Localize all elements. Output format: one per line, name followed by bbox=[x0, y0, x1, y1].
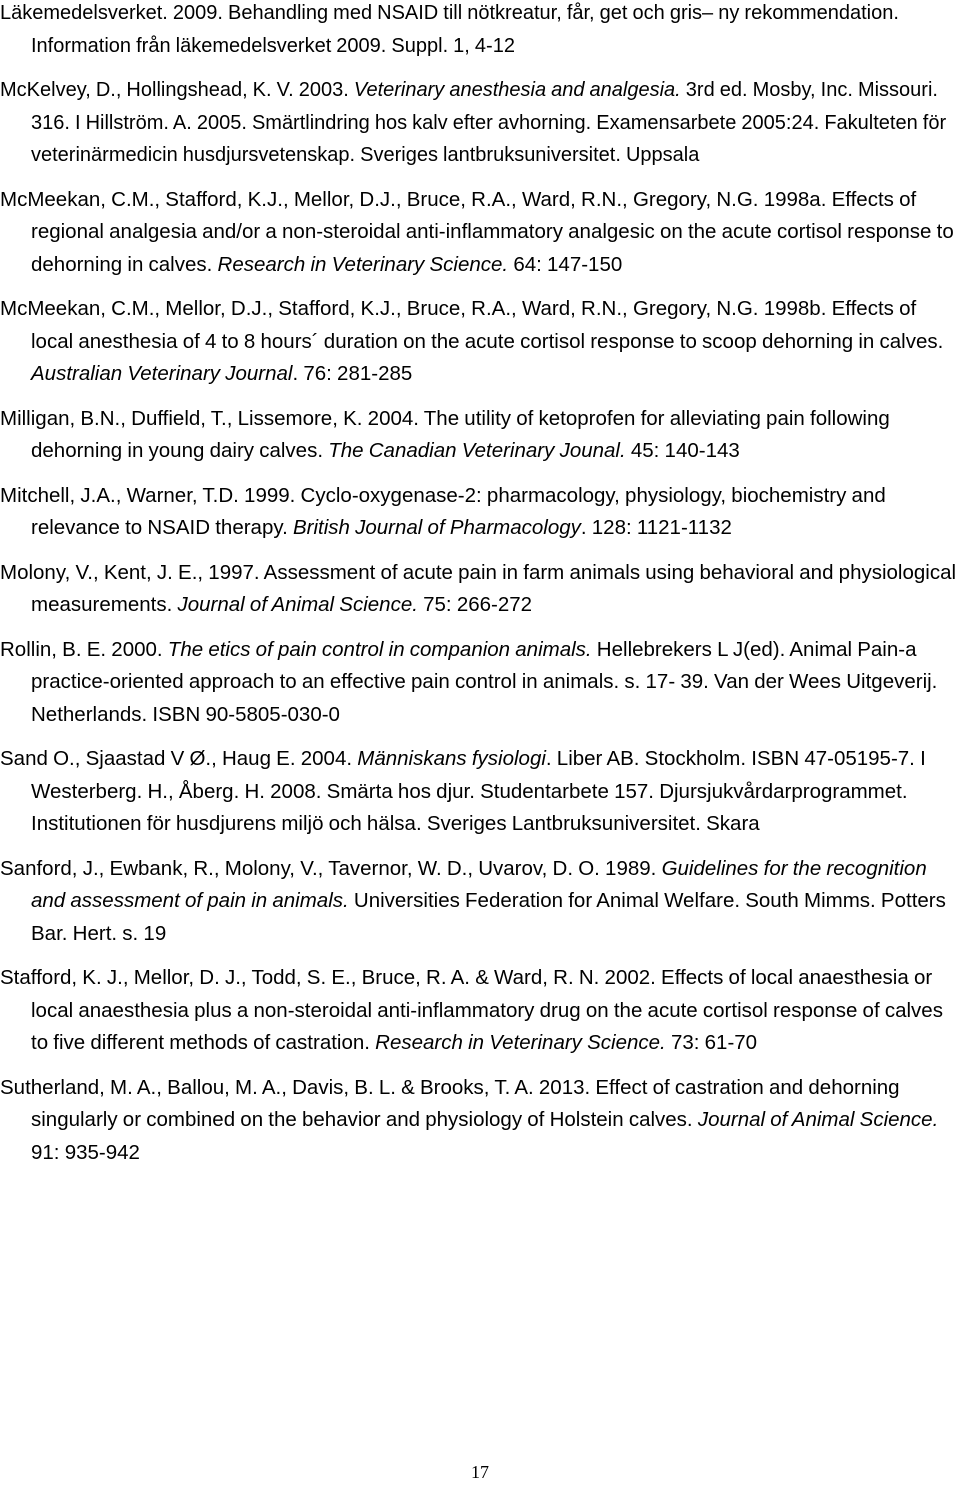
reference-text: Hellebrekers L J(ed). Animal Pain-a practice-oriented approach to an effective pain control in animals. s. 17- 39. Van der Wees Uitgeverij. Netherlands. ISBN 90-5805-030-0 bbox=[31, 637, 938, 726]
reference-text: 3rd ed. Mosby, Inc. Missouri. 316. I Hillström. A. 2005. Smärtlindring hos kalv efter avhorning. Examensarbete 2005:24. Fakulteten för veterinärmedicin husdjursvetenskap. Sveriges lantbruksuniversitet. Uppsala bbox=[31, 79, 947, 166]
reference-entry bbox=[0, 74, 960, 172]
reference-entry bbox=[0, 853, 960, 951]
reference-title: Människans fysiologi bbox=[357, 747, 546, 770]
reference-text: Rollin, B. E. 2000. bbox=[0, 637, 168, 661]
reference-title: Guidelines for the recognition and assessment of pain in animals. bbox=[31, 856, 927, 912]
reference-text: McMeekan, C.M., Mellor, D.J., Stafford, K.J., Bruce, R.A., Ward, R.N., Gregory, N.G. 1998b. Effects of local anesthesia of 4 to 8 hours´ duration on the acute cortisol response to scoop dehorning in calves. bbox=[0, 297, 944, 353]
reference-entry bbox=[0, 962, 960, 1060]
reference-text: 75: 266-272 bbox=[417, 593, 533, 616]
reference-text: McMeekan, C.M., Stafford, K.J., Mellor, D.J., Bruce, R.A., Ward, R.N., Gregory, N.G. 1998a. Effects of regional analgesia and/or a non-steroidal anti-inflammatory analgesic on the acute cortisol response to dehorning in calves. bbox=[0, 187, 954, 276]
reference-entry bbox=[0, 557, 960, 622]
reference-text: Läkemedelsverket. 2009. Behandling med NSAID till nötkreatur, får, get och gris– ny rekommendation. Information från läkemedelsverket 2009. Suppl. 1, 4-12 bbox=[0, 2, 899, 57]
reference-text: . 128: 1121-1132 bbox=[580, 516, 732, 539]
reference-text: . 76: 281-285 bbox=[292, 362, 413, 385]
reference-journal: The Canadian Veterinary Jounal. bbox=[328, 439, 626, 462]
page-number: 17 bbox=[471, 1462, 489, 1482]
reference-entry bbox=[0, 480, 960, 545]
reference-text: 73: 61-70 bbox=[665, 1031, 758, 1054]
reference-text: Sand O., Sjaastad V Ø., Haug E. 2004. bbox=[0, 747, 358, 770]
reference-text: 64: 147-150 bbox=[508, 252, 623, 276]
reference-journal: Research in Veterinary Science. bbox=[217, 252, 509, 276]
reference-entry bbox=[0, 1072, 960, 1170]
reference-entry bbox=[0, 293, 960, 391]
reference-journal: Journal of Animal Science. bbox=[697, 1108, 939, 1131]
reference-journal: Journal of Animal Science. bbox=[177, 593, 418, 616]
reference-text: . Liber AB. Stockholm. ISBN 47-05195-7. I Westerberg. H., Åberg. H. 2008. Smärta hos djur. Studentarbete 157. Djursjukvårdarprogrammet. Institutionen för husdjurens miljö och hälsa. Sveriges Lantbruksuniversitet. Skara bbox=[31, 747, 926, 835]
reference-text: Universities Federation for Animal Welfare. South Mimms. Potters Bar. Hert. s. 19 bbox=[31, 889, 946, 945]
reference-entry bbox=[0, 743, 960, 841]
reference-text: Stafford, K. J., Mellor, D. J., Todd, S. E., Bruce, R. A. & Ward, R. N. 2002. Effects of local anaesthesia or local anaesthesia plus a non-steroidal anti-inflammatory drug on the acute cortisol response of calves to five different methods of castration. bbox=[0, 966, 943, 1054]
reference-text: Milligan, B.N., Duffield, T., Lissemore, K. 2004. The utility of ketoprofen for alleviating pain following dehorning in young dairy calves. bbox=[0, 406, 890, 462]
reference-text: Mitchell, J.A., Warner, T.D. 1999. Cyclo-oxygenase-2: pharmacology, physiology, biochemistry and relevance to NSAID therapy. bbox=[0, 483, 886, 539]
reference-journal: Research in Veterinary Science. bbox=[375, 1031, 666, 1054]
reference-text: Sutherland, M. A., Ballou, M. A., Davis, B. L. & Brooks, T. A. 2013. Effect of castration and dehorning singularly or combined on the behavior and physiology of Holstein calves. bbox=[0, 1075, 900, 1131]
reference-entry bbox=[0, 403, 960, 468]
reference-journal: British Journal of Pharmacology bbox=[292, 516, 581, 539]
reference-entry bbox=[0, 184, 960, 282]
reference-entry bbox=[0, 634, 960, 732]
reference-text: 91: 935-942 bbox=[31, 1140, 140, 1164]
reference-text: 45: 140-143 bbox=[625, 439, 740, 462]
reference-title: The etics of pain control in companion animals. bbox=[167, 637, 592, 661]
reference-title: Veterinary anesthesia and analgesia. bbox=[353, 79, 681, 101]
reference-text: McKelvey, D., Hollingshead, K. V. 2003. bbox=[0, 79, 354, 101]
reference-text: Molony, V., Kent, J. E., 1997. Assessment of acute pain in farm animals using behavioral and physiological measurements. bbox=[0, 560, 957, 616]
reference-entry bbox=[0, 0, 960, 62]
reference-text: Sanford, J., Ewbank, R., Molony, V., Tavernor, W. D., Uvarov, D. O. 1989. bbox=[0, 856, 662, 880]
reference-journal: Australian Veterinary Journal bbox=[31, 362, 293, 385]
